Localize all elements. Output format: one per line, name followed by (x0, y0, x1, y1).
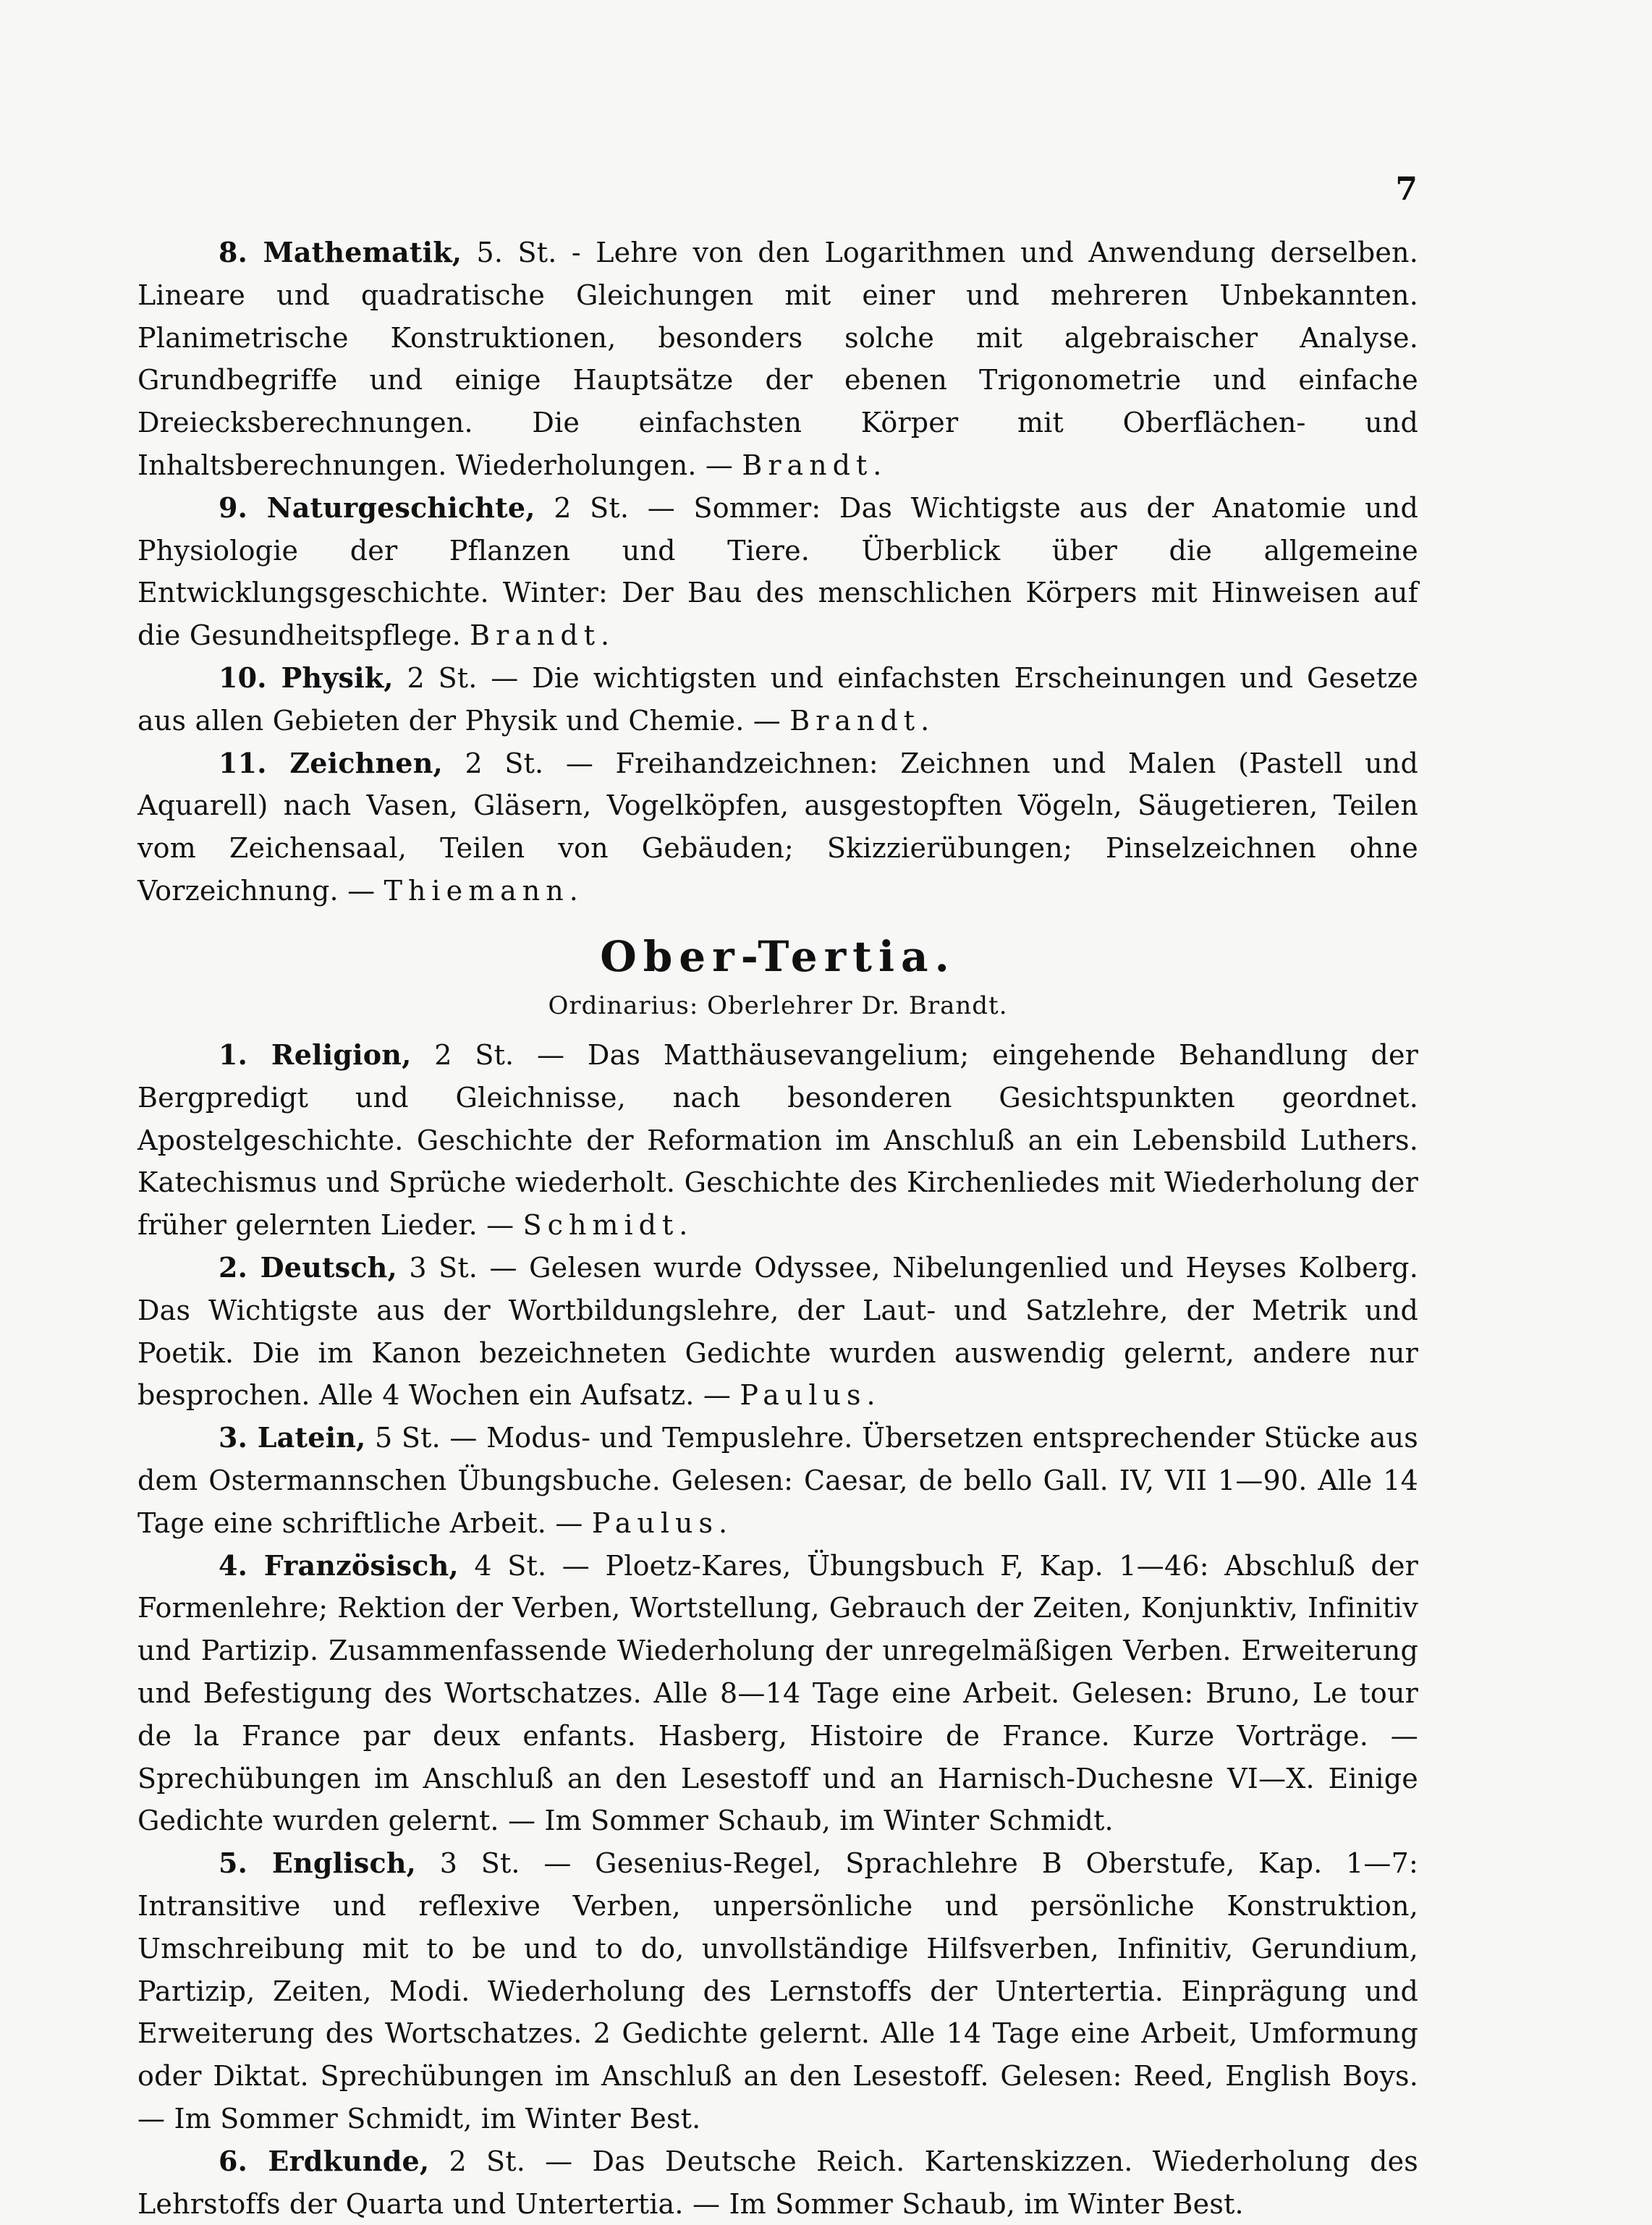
teacher-name: Brandt. (742, 449, 888, 481)
paragraph-body: 5 St. — Modus- und Tempuslehre. Übersetzen entsprechender Stücke aus dem Ostermannschen Übungsbuche. Gelesen: Caesar, de bello Gall. IV, VII 1—90. Alle 14 Tage eine schriftliche Arbeit. — (137, 1422, 1419, 1539)
paragraph-mathematik (137, 232, 1418, 487)
paragraph-deutsch (137, 1247, 1418, 1417)
subject-heading: 11. Zeichnen, (219, 746, 443, 779)
teacher-name: Schmidt. (522, 1209, 694, 1242)
paragraph-body: 2 St. — Sommer: Das Wichtigste aus der Anatomie und Physiologie der Pflanzen und Tiere. Überblick über die allgemeine Entwicklungsgeschichte. Winter: Der Bau des menschlichen Körpers mit Hinweisen auf die Gesundheitspflege. (137, 491, 1418, 652)
paragraph-naturgeschichte (137, 487, 1418, 657)
paragraph-body: 2 St. — Freihandzeichnen: Zeichnen und Malen (Pastell und Aquarell) nach Vasen, Gläsern, Vogelköpfen, ausgestopften Vögeln, Säugetieren, Teilen vom Zeichensaal, Teilen von Gebäuden; Skizzierübungen; Pinselzeichnen ohne Vorzeichnung. — (137, 747, 1418, 907)
paragraph-latein (137, 1417, 1418, 1544)
subject-heading: 4. Französisch, (219, 1548, 459, 1582)
subject-heading: 5. Englisch, (219, 1847, 417, 1880)
paragraph-erdkunde (137, 2140, 1418, 2225)
paragraph-englisch (137, 1842, 1418, 2140)
teacher-name: Brandt. (470, 619, 616, 652)
section-title: Ober-Tertia. (600, 932, 956, 981)
ordinarius-line: Ordinarius: Oberlehrer Dr. Brandt. (548, 991, 1008, 1020)
paragraph-franzoesisch (137, 1545, 1418, 1843)
paragraph-body: 3 St. — Gesenius-Regel, Sprachlehre B Oberstufe, Kap. 1—7: Intransitive und reflexive Verben, unpersönliche und persönliche Konstruktion, Umschreibung mit to be und to do, unvollständige Hilfsverben, Infinitiv, Gerundium, Partizip, Zeiten, Modi. Wiederholung des Lernstoffs der Untertertia. Einprägung und Erweiterung des Wortschatzes. 2 Gedichte gelernt. Alle 14 Tage eine Arbeit, Umformung oder Diktat. Sprechübungen im Anschluß an den Lesestoff. Gelesen: Reed, English Boys. — Im Sommer Schmidt, im Winter Best. (137, 1847, 1418, 2135)
paragraph-body: 3 St. — Gelesen wurde Odyssee, Nibelungenlied und Heyses Kolberg. Das Wichtigste aus der Wortbildungslehre, der Laut- und Satzlehre, der Metrik und Poetik. Die im Kanon bezeichneten Gedichte wurden auswendig gelernt, andere nur besprochen. Alle 4 Wochen ein Aufsatz. — (137, 1251, 1418, 1412)
subject-heading: 9. Naturgeschichte, (219, 491, 535, 524)
paragraph-zeichnen (137, 742, 1418, 912)
paragraph-body: 2 St. — Das Matthäusevangelium; eingehende Behandlung der Bergpredigt und Gleichnisse, nach besonderen Gesichtspunkten geordnet. Apostelgeschichte. Geschichte der Reformation im Anschluß an ein Lebensbild Luthers. Katechismus und Sprüche wiederholt. Geschichte des Kirchenliedes mit Wiederholung der früher gelernten Lieder. — (137, 1039, 1418, 1242)
paragraph-body: 4 St. — Ploetz-Kares, Übungsbuch F, Kap. 1—46: Abschluß der Formenlehre; Rektion der Verben, Wortstellung, Gebrauch der Zeiten, Konjunktiv, Infinitiv und Partizip. Zusammenfassende Wiederholung der unregelmäßigen Verben. Erweiterung und Befestigung des Wortschatzes. Alle 8—14 Tage eine Arbeit. Gelesen: Bruno, Le tour de la France par deux enfants. Hasberg, Histoire de France. Kurze Vorträge. — Sprechübungen im Anschluß an den Lesestoff und an Harnisch-Duchesne VI—X. Einige Gedichte wurden gelernt. — Im Sommer Schaub, im Winter Schmidt. (137, 1549, 1418, 1837)
teacher-name: Brandt. (789, 704, 936, 737)
page-number: 7 (1395, 171, 1418, 208)
paragraph-body: 2 St. — Das Deutsche Reich. Kartenskizzen. Wiederholung des Lehrstoffs der Quarta und Untertertia. — Im Sommer Schaub, im Winter Best. (137, 2145, 1419, 2220)
subject-heading: 10. Physik, (219, 661, 394, 694)
subject-heading: 3. Latein, (219, 1421, 366, 1454)
paragraph-physik (137, 657, 1418, 742)
paragraph-body: 2 St. — Die wichtigsten und einfachsten Erscheinungen und Gesetze aus allen Gebieten der Physik und Chemie. — (137, 661, 1418, 737)
teacher-name: Thiemann. (384, 874, 584, 907)
paragraph-religion (137, 1034, 1418, 1247)
subject-heading: 6. Erdkunde, (219, 2144, 430, 2177)
subject-heading: 1. Religion, (219, 1038, 412, 1071)
subject-heading: 2. Deutsch, (219, 1250, 397, 1284)
teacher-name: Paulus. (740, 1379, 881, 1412)
teacher-name: Paulus. (591, 1506, 734, 1539)
paragraph-body: 5. St. - Lehre von den Logarithmen und Anwendung derselben. Lineare und quadratische Gleichungen mit einer und mehreren Unbekannten. Planimetrische Konstruktionen, besonders solche mit algebraischer Analyse. Grundbegriffe und einige Hauptsätze der ebenen Trigonometrie und einfache Dreiecksberechnungen. Die einfachsten Körper mit Oberflächen- und Inhaltsberechnungen. Wiederholungen. — (137, 237, 1418, 481)
top-section (137, 232, 1418, 912)
ober-tertia-section (137, 931, 1418, 2225)
subject-heading: 8. Mathematik, (219, 236, 462, 268)
